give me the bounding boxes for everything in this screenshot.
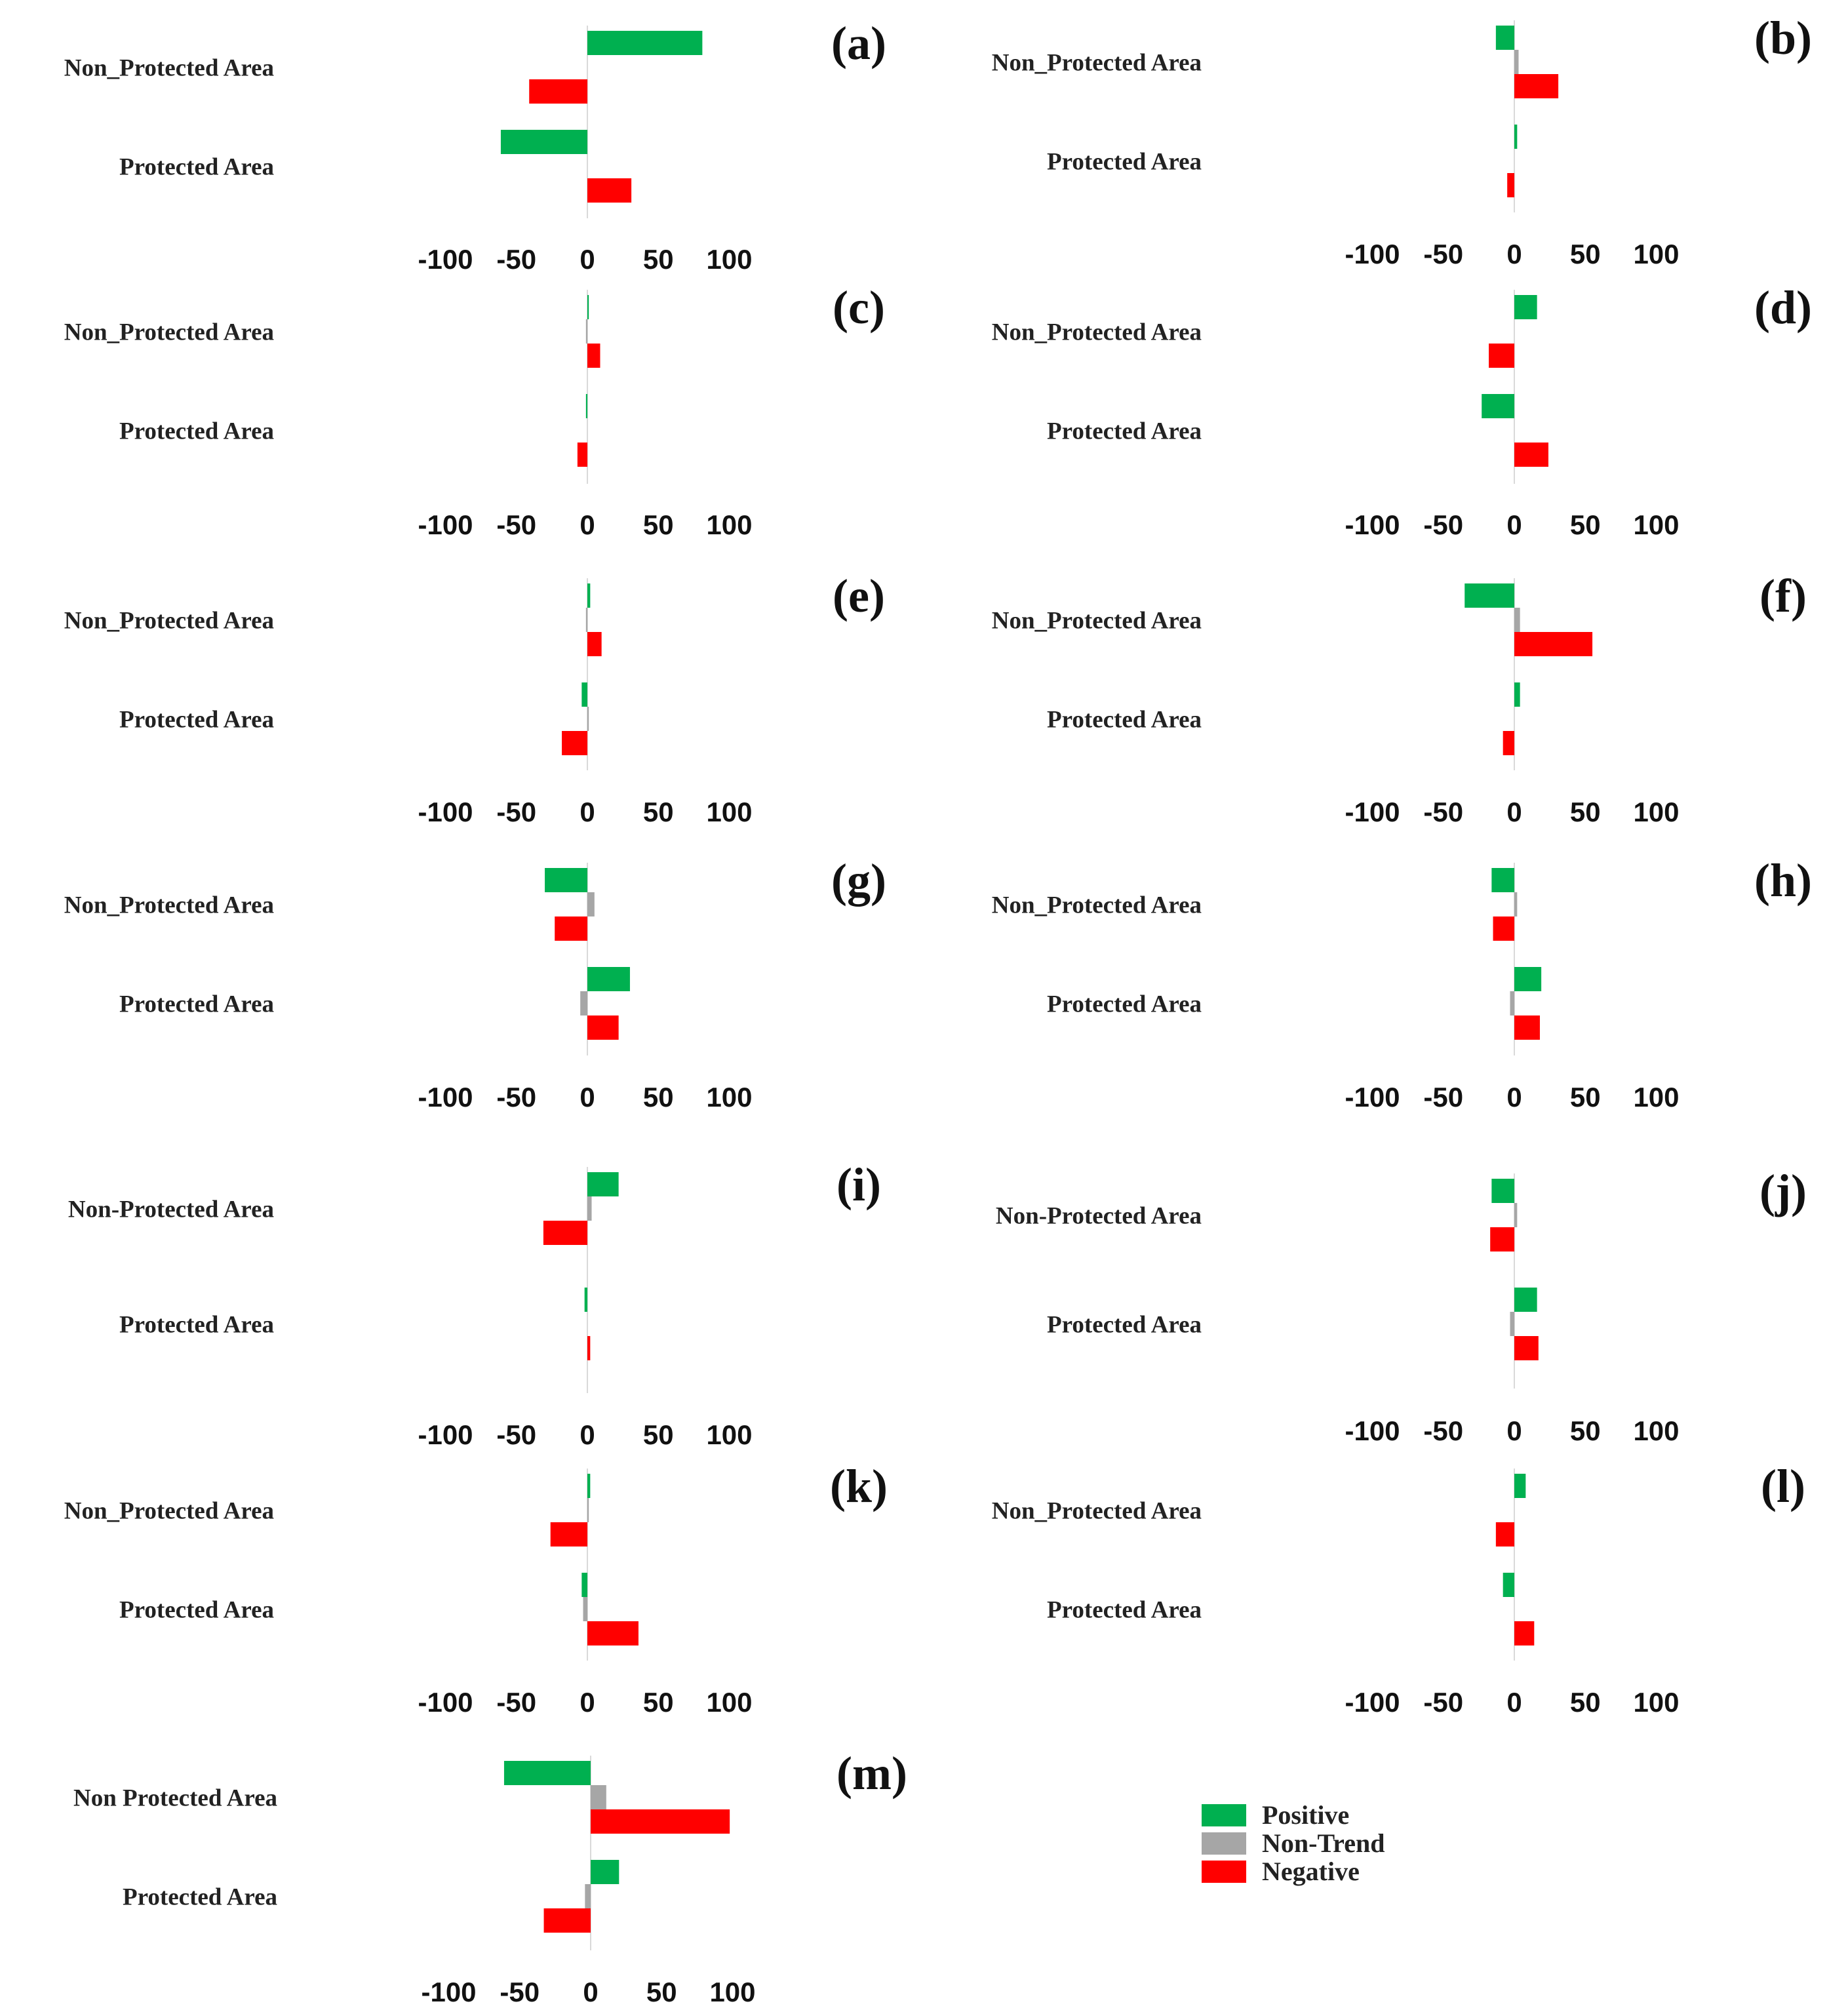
bar-positive-protected bbox=[1514, 967, 1541, 991]
bar-non-trend-non-protected bbox=[1514, 50, 1518, 74]
panel-tag: (g) bbox=[831, 854, 886, 907]
category-label: Non-Protected Area bbox=[68, 1196, 274, 1223]
x-tick-label: -50 bbox=[1423, 509, 1464, 540]
panel-b bbox=[992, 12, 1812, 269]
x-tick-label: -50 bbox=[496, 1082, 537, 1113]
bar-non-trend-non-protected bbox=[1514, 1203, 1517, 1227]
bar-non-trend-non-protected bbox=[1514, 892, 1517, 916]
x-tick-label: -50 bbox=[496, 509, 537, 540]
panel-tag: (f) bbox=[1760, 570, 1807, 622]
x-tick-label: 50 bbox=[642, 244, 674, 275]
x-tick-label: -50 bbox=[1423, 797, 1464, 827]
x-tick-label: -50 bbox=[496, 797, 537, 827]
category-label: Protected Area bbox=[119, 153, 274, 181]
bar-negative-protected bbox=[1507, 173, 1514, 197]
x-tick-label: -100 bbox=[418, 1687, 473, 1718]
x-tick-label: 100 bbox=[1633, 1082, 1680, 1113]
legend-swatch-positive bbox=[1202, 1804, 1246, 1826]
panel-a bbox=[64, 17, 886, 275]
bar-positive-non-protected bbox=[587, 295, 589, 319]
bar-negative-non-protected bbox=[529, 79, 587, 104]
x-tick-label: 50 bbox=[646, 1977, 677, 2007]
x-tick-label: 50 bbox=[642, 1082, 674, 1113]
bar-negative-non-protected bbox=[1493, 916, 1514, 941]
category-label: Protected Area bbox=[1047, 1596, 1202, 1624]
x-tick-label: 0 bbox=[1506, 1687, 1522, 1718]
x-tick-label: 0 bbox=[1506, 509, 1522, 540]
x-tick-label: -50 bbox=[1423, 239, 1464, 269]
x-tick-label: 0 bbox=[580, 1419, 595, 1450]
x-tick-label: -100 bbox=[418, 1419, 473, 1450]
x-tick-label: 50 bbox=[642, 797, 674, 827]
x-tick-label: 50 bbox=[1569, 1687, 1601, 1718]
x-tick-label: 100 bbox=[706, 1419, 753, 1450]
category-label: Protected Area bbox=[1047, 991, 1202, 1018]
panel-tag: (i) bbox=[836, 1158, 881, 1211]
bar-positive-non-protected bbox=[1491, 1179, 1514, 1203]
legend bbox=[1202, 1800, 1385, 1886]
bar-positive-non-protected bbox=[587, 31, 702, 55]
x-tick-label: -100 bbox=[418, 509, 473, 540]
bar-positive-protected bbox=[585, 1288, 587, 1312]
x-tick-label: -100 bbox=[1345, 797, 1400, 827]
bar-non-trend-non-protected bbox=[587, 1498, 589, 1522]
bar-negative-non-protected bbox=[587, 344, 600, 368]
x-tick-label: 50 bbox=[642, 1419, 674, 1450]
bar-positive-non-protected bbox=[587, 1474, 590, 1498]
x-tick-label: 0 bbox=[580, 1082, 595, 1113]
category-label: Non_Protected Area bbox=[991, 892, 1202, 919]
x-tick-label: -100 bbox=[421, 1977, 477, 2007]
category-label: Protected Area bbox=[119, 418, 274, 445]
x-tick-label: 0 bbox=[580, 1687, 595, 1718]
bar-non-trend-non-protected bbox=[591, 1785, 606, 1809]
bar-positive-non-protected bbox=[1514, 295, 1537, 319]
bar-negative-protected bbox=[562, 731, 587, 755]
category-label: Protected Area bbox=[1047, 418, 1202, 445]
x-tick-label: -50 bbox=[496, 1687, 537, 1718]
bar-negative-non-protected bbox=[543, 1221, 587, 1245]
x-tick-label: 50 bbox=[1569, 797, 1601, 827]
panel-tag: (c) bbox=[833, 281, 885, 334]
x-tick-label: 50 bbox=[642, 1687, 674, 1718]
category-label: Non_Protected Area bbox=[64, 54, 274, 82]
x-tick-label: -100 bbox=[1345, 1415, 1400, 1446]
bar-positive-non-protected bbox=[1491, 868, 1514, 892]
x-tick-label: 100 bbox=[1633, 239, 1680, 269]
x-tick-label: 0 bbox=[580, 509, 595, 540]
bar-positive-protected bbox=[587, 967, 630, 991]
bar-negative-protected bbox=[578, 443, 587, 467]
panel-d bbox=[992, 281, 1812, 540]
bar-non-trend-non-protected bbox=[587, 892, 595, 916]
panel-tag: (a) bbox=[831, 17, 886, 69]
bar-negative-non-protected bbox=[551, 1522, 587, 1547]
category-label: Non_Protected Area bbox=[991, 607, 1202, 635]
panel-tag: (e) bbox=[833, 570, 885, 622]
bar-non-trend-non-protected bbox=[586, 608, 587, 632]
bar-positive-protected bbox=[581, 1573, 587, 1597]
x-tick-label: 0 bbox=[583, 1977, 599, 2007]
bar-positive-protected bbox=[1482, 394, 1514, 418]
panel-f bbox=[992, 570, 1807, 827]
bar-negative-non-protected bbox=[591, 1809, 730, 1834]
category-label: Protected Area bbox=[119, 1596, 274, 1624]
panel-tag: (k) bbox=[830, 1460, 888, 1512]
panel-i bbox=[68, 1158, 881, 1450]
category-label: Non_Protected Area bbox=[64, 319, 274, 346]
category-label: Non_Protected Area bbox=[64, 1497, 274, 1525]
x-tick-label: 0 bbox=[1506, 1082, 1522, 1113]
x-tick-label: -100 bbox=[418, 1082, 473, 1113]
category-label: Protected Area bbox=[119, 706, 274, 734]
x-tick-label: 100 bbox=[1633, 509, 1680, 540]
x-tick-label: -50 bbox=[1423, 1082, 1464, 1113]
panel-tag: (m) bbox=[836, 1747, 907, 1800]
bar-positive-protected bbox=[581, 682, 587, 707]
panel-c bbox=[64, 281, 885, 540]
x-tick-label: 0 bbox=[1506, 1415, 1522, 1446]
x-tick-label: -50 bbox=[500, 1977, 540, 2007]
x-tick-label: 100 bbox=[1633, 1687, 1680, 1718]
x-tick-label: 100 bbox=[706, 1687, 753, 1718]
bar-negative-non-protected bbox=[1489, 344, 1514, 368]
legend-label-positive: Positive bbox=[1262, 1800, 1350, 1830]
x-tick-label: -100 bbox=[1345, 1687, 1400, 1718]
bar-positive-non-protected bbox=[545, 868, 587, 892]
bar-positive-protected bbox=[501, 130, 587, 154]
panel-tag: (j) bbox=[1760, 1165, 1807, 1217]
x-tick-label: -100 bbox=[1345, 509, 1400, 540]
bar-negative-non-protected bbox=[1496, 1522, 1514, 1547]
category-label: Non_Protected Area bbox=[64, 892, 274, 919]
bar-positive-non-protected bbox=[1514, 1474, 1525, 1498]
legend-swatch-non_trend bbox=[1202, 1832, 1246, 1855]
panel-l bbox=[992, 1460, 1805, 1718]
bar-non-trend-non-protected bbox=[587, 1196, 591, 1221]
category-label: Protected Area bbox=[123, 1883, 277, 1911]
bar-negative-protected bbox=[587, 1015, 619, 1040]
bar-non-trend-non-protected bbox=[1514, 608, 1520, 632]
category-label: Protected Area bbox=[1047, 706, 1202, 734]
bar-positive-non-protected bbox=[1496, 26, 1514, 50]
bar-positive-protected bbox=[586, 394, 587, 418]
category-label: Protected Area bbox=[119, 991, 274, 1018]
panel-k bbox=[64, 1460, 888, 1718]
bar-negative-protected bbox=[1514, 1621, 1534, 1645]
bar-negative-non-protected bbox=[1490, 1227, 1514, 1251]
panel-tag: (d) bbox=[1754, 281, 1812, 334]
panel-e bbox=[64, 570, 885, 827]
bar-negative-protected bbox=[1514, 1015, 1540, 1040]
x-tick-label: 100 bbox=[706, 797, 753, 827]
x-tick-label: -50 bbox=[496, 1419, 537, 1450]
category-label: Non_Protected Area bbox=[991, 49, 1202, 77]
x-tick-label: -100 bbox=[418, 797, 473, 827]
x-tick-label: 100 bbox=[706, 1082, 753, 1113]
panel-h bbox=[992, 854, 1812, 1113]
x-tick-label: -100 bbox=[418, 244, 473, 275]
bar-positive-non-protected bbox=[587, 583, 590, 608]
bar-non-trend-protected bbox=[1510, 1312, 1514, 1336]
category-label: Protected Area bbox=[1047, 1311, 1202, 1339]
x-tick-label: 0 bbox=[1506, 797, 1522, 827]
bar-positive-protected bbox=[591, 1860, 619, 1884]
category-label: Protected Area bbox=[1047, 148, 1202, 176]
bar-positive-protected bbox=[1503, 1573, 1514, 1597]
bar-positive-non-protected bbox=[1465, 583, 1514, 608]
category-label: Non_Protected Area bbox=[991, 319, 1202, 346]
bar-negative-non-protected bbox=[1514, 632, 1592, 656]
bar-positive-protected bbox=[1514, 682, 1520, 707]
bar-negative-protected bbox=[1514, 1336, 1539, 1360]
panel-j bbox=[996, 1165, 1807, 1446]
x-tick-label: 100 bbox=[1633, 1415, 1680, 1446]
x-tick-label: 50 bbox=[1569, 1415, 1601, 1446]
x-tick-label: 50 bbox=[642, 509, 674, 540]
bar-negative-protected bbox=[1503, 731, 1514, 755]
bar-negative-non-protected bbox=[555, 916, 587, 941]
bar-non-trend-protected bbox=[587, 707, 589, 731]
category-label: Protected Area bbox=[119, 1311, 274, 1339]
x-tick-label: 50 bbox=[1569, 509, 1601, 540]
legend-swatch-negative bbox=[1202, 1861, 1246, 1883]
bar-non-trend-non-protected bbox=[586, 319, 587, 344]
x-tick-label: 0 bbox=[580, 244, 595, 275]
bar-negative-protected bbox=[587, 1336, 590, 1360]
bar-positive-non-protected bbox=[504, 1761, 591, 1785]
panel-tag: (l) bbox=[1761, 1460, 1805, 1512]
x-tick-label: 50 bbox=[1569, 239, 1601, 269]
x-tick-label: -50 bbox=[496, 244, 537, 275]
bar-negative-non-protected bbox=[1514, 74, 1558, 98]
category-label: Non Protected Area bbox=[73, 1784, 277, 1812]
bar-positive-protected bbox=[1514, 1288, 1537, 1312]
panels bbox=[64, 12, 1812, 2007]
bar-negative-protected bbox=[587, 178, 631, 203]
bar-negative-protected bbox=[1514, 443, 1548, 467]
x-tick-label: 100 bbox=[706, 244, 753, 275]
x-tick-label: -100 bbox=[1345, 1082, 1400, 1113]
bar-non-trend-protected bbox=[585, 1884, 591, 1908]
category-label: Non_Protected Area bbox=[64, 607, 274, 635]
panel-g bbox=[64, 854, 886, 1113]
x-tick-label: 0 bbox=[580, 797, 595, 827]
bar-positive-non-protected bbox=[587, 1172, 619, 1196]
category-label: Non-Protected Area bbox=[995, 1202, 1202, 1230]
x-tick-label: 100 bbox=[706, 509, 753, 540]
bar-negative-non-protected bbox=[587, 632, 602, 656]
bar-non-trend-protected bbox=[580, 991, 587, 1015]
x-tick-label: 50 bbox=[1569, 1082, 1601, 1113]
legend-label-non_trend: Non-Trend bbox=[1262, 1828, 1385, 1858]
bar-non-trend-protected bbox=[583, 1597, 587, 1621]
legend-label-negative: Negative bbox=[1262, 1857, 1360, 1886]
x-tick-label: -50 bbox=[1423, 1415, 1464, 1446]
x-tick-label: -50 bbox=[1423, 1687, 1464, 1718]
panel-m bbox=[73, 1747, 907, 2007]
x-tick-label: 0 bbox=[1506, 239, 1522, 269]
x-tick-label: -100 bbox=[1345, 239, 1400, 269]
panel-tag: (b) bbox=[1754, 12, 1812, 64]
x-tick-label: 100 bbox=[1633, 797, 1680, 827]
bar-non-trend-protected bbox=[1510, 991, 1514, 1015]
panel-tag: (h) bbox=[1754, 854, 1812, 907]
category-label: Non_Protected Area bbox=[991, 1497, 1202, 1525]
bar-positive-protected bbox=[1514, 125, 1517, 149]
x-tick-label: 100 bbox=[709, 1977, 756, 2007]
bar-negative-protected bbox=[544, 1908, 591, 1933]
bar-negative-protected bbox=[587, 1621, 639, 1645]
